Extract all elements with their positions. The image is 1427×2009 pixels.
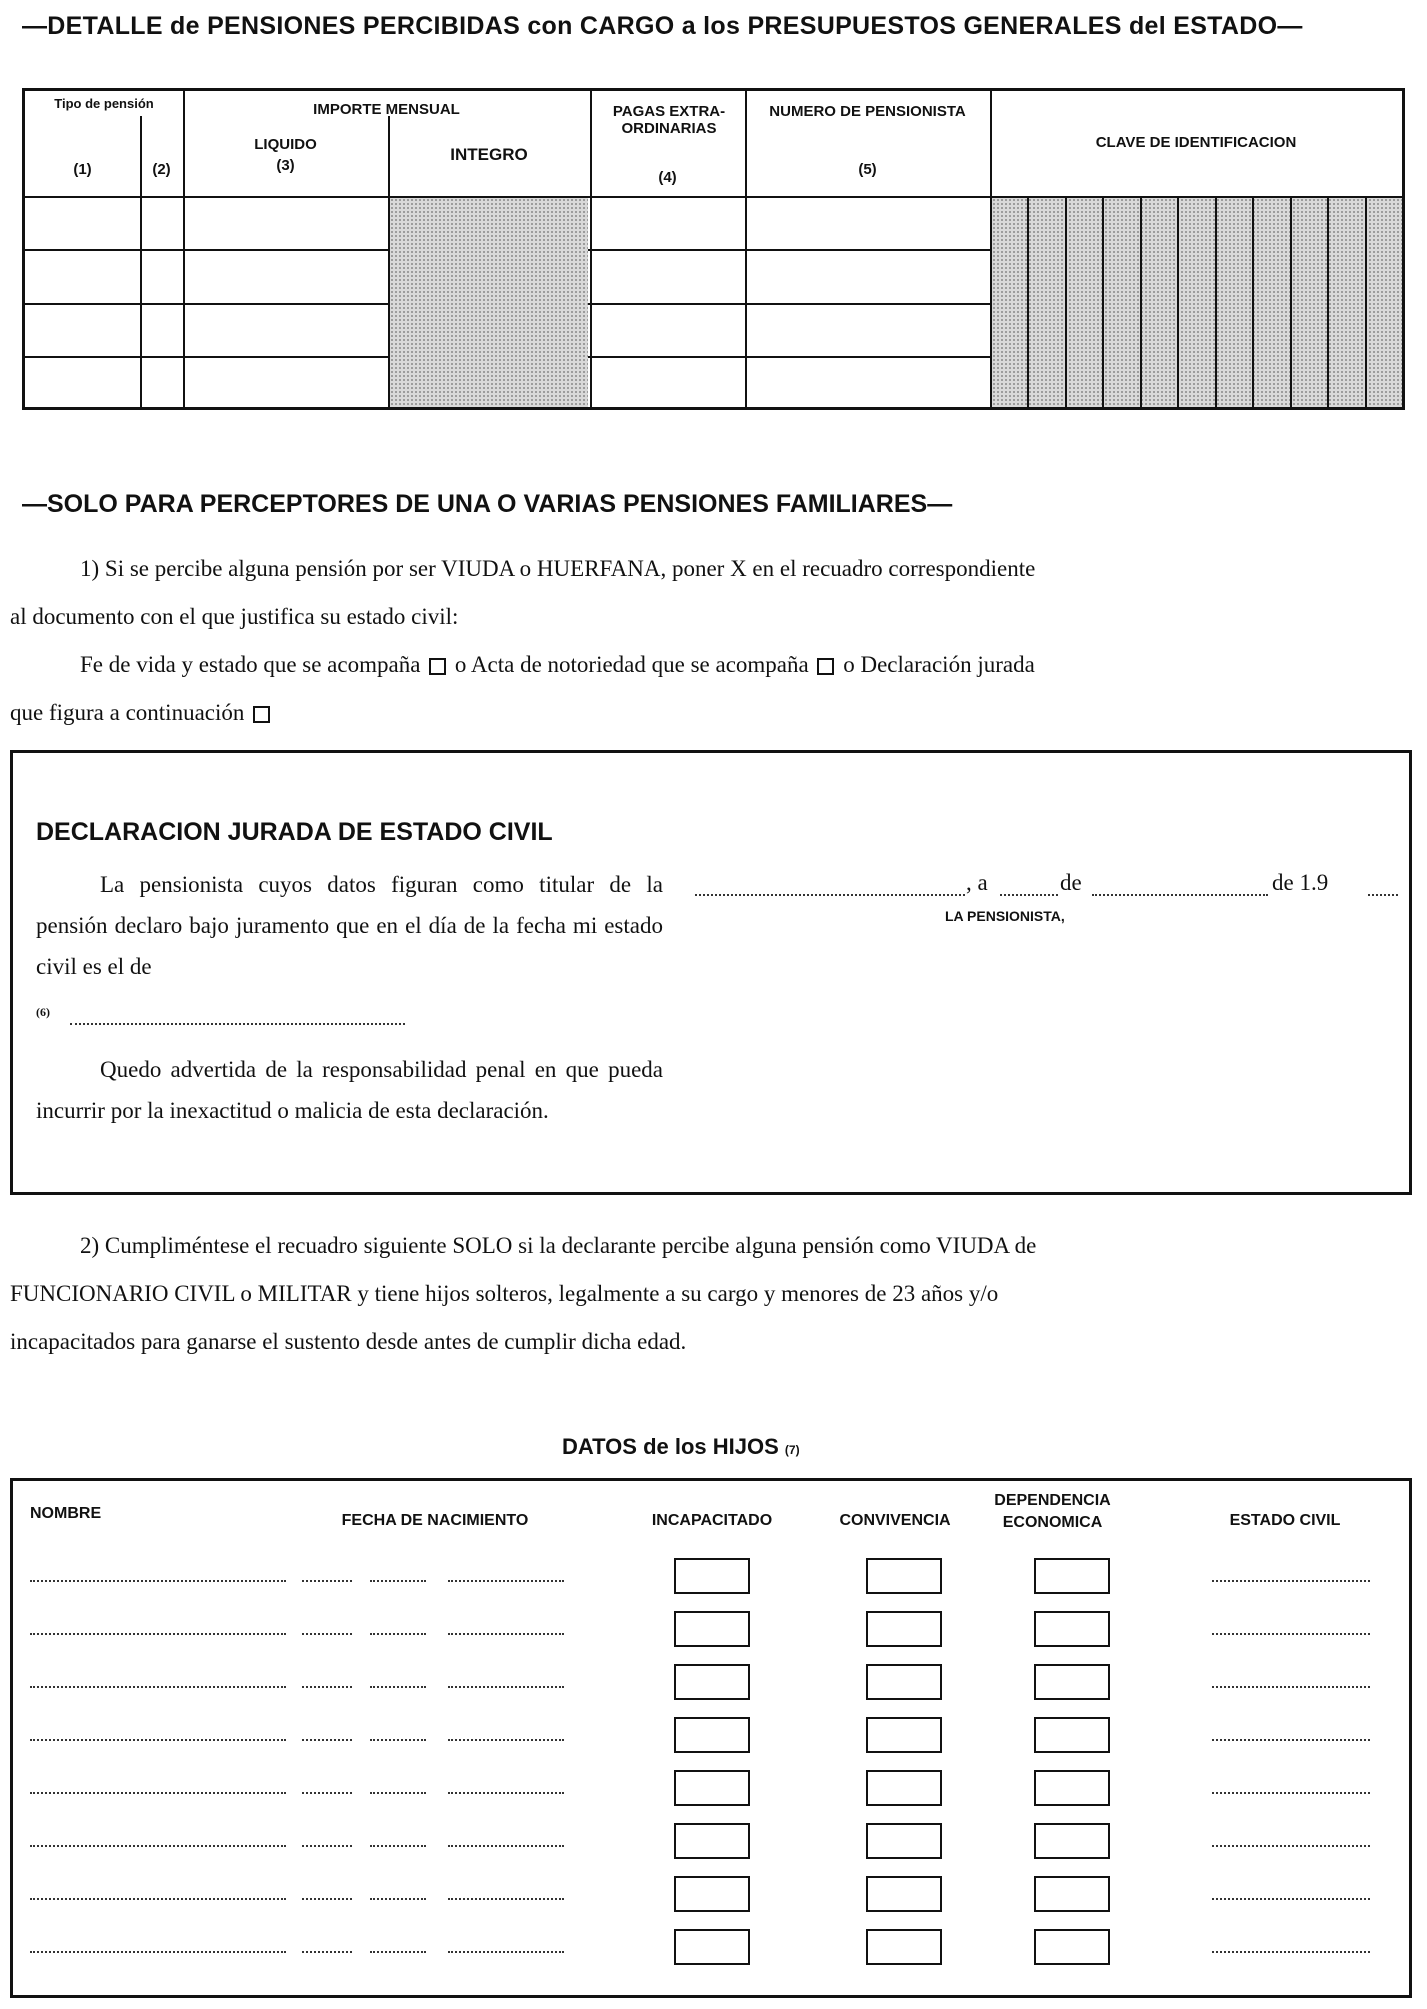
convivencia-checkbox[interactable] <box>866 1611 942 1647</box>
column-incapacitado: INCAPACITADO <box>651 1512 773 1529</box>
nombre-field[interactable] <box>30 1580 286 1582</box>
option-declaracion-jurada-label: o Declaración jurada <box>843 652 1035 677</box>
signature-label: LA PENSIONISTA, <box>945 908 1065 924</box>
column-convivencia: CONVIVENCIA <box>839 1512 951 1529</box>
incapacitado-checkbox[interactable] <box>674 1717 750 1753</box>
convivencia-checkbox[interactable] <box>866 1823 942 1859</box>
clave-cell-divider <box>1065 196 1067 407</box>
header-numero-num: (5) <box>858 161 877 178</box>
birth-day-field[interactable] <box>302 1792 352 1794</box>
integro-shaded-area <box>390 198 588 407</box>
children-data-title-text: DATOS de los HIJOS <box>562 1434 779 1459</box>
pensions-table <box>22 88 1405 410</box>
convivencia-checkbox[interactable] <box>866 1876 942 1912</box>
dependencia-checkbox[interactable] <box>1034 1664 1110 1700</box>
instruction-paragraph-1 <box>10 545 1410 737</box>
header-pagas-num: (4) <box>658 169 677 186</box>
clave-cell-divider <box>1327 196 1329 407</box>
convivencia-checkbox[interactable] <box>866 1664 942 1700</box>
birth-day-field[interactable] <box>302 1845 352 1847</box>
birth-day-field[interactable] <box>302 1898 352 1900</box>
date-de-label-2: de 1.9 <box>1272 870 1329 895</box>
birth-day-field[interactable] <box>302 1951 352 1953</box>
instruction-line: al documento con el que justifica su estado civil: <box>10 604 459 629</box>
column-fecha-nacimiento: FECHA DE NACIMIENTO <box>341 1512 529 1529</box>
column-nombre: NOMBRE <box>30 1505 102 1522</box>
birth-day-field[interactable] <box>302 1686 352 1688</box>
birth-year-field[interactable] <box>448 1580 564 1582</box>
option-acta-notoriedad-label: o Acta de notoriedad que se acompaña <box>454 652 809 677</box>
column-estado-civil: ESTADO CIVIL <box>1229 1512 1341 1529</box>
clave-cell-divider <box>1290 196 1292 407</box>
birth-year-field[interactable] <box>448 1898 564 1900</box>
birth-month-field[interactable] <box>370 1739 426 1741</box>
header-numero-pensionista: NUMERO DE PENSIONISTA <box>769 103 966 120</box>
birth-day-field[interactable] <box>302 1580 352 1582</box>
estado-civil-field[interactable] <box>1212 1580 1370 1582</box>
header-clave-identificacion: CLAVE DE IDENTIFICACION <box>1095 134 1297 151</box>
ref-6: (6) <box>36 1005 50 1019</box>
dependencia-checkbox[interactable] <box>1034 1558 1110 1594</box>
convivencia-checkbox[interactable] <box>866 1929 942 1965</box>
clave-cell-divider <box>1365 196 1367 407</box>
place-field[interactable] <box>695 894 965 896</box>
estado-civil-field[interactable] <box>1212 1686 1370 1688</box>
clave-cell-divider <box>1027 196 1029 407</box>
clave-cell-divider <box>1215 196 1217 407</box>
header-liquido-num: (3) <box>276 157 295 174</box>
instruction-paragraph-2 <box>10 1222 1415 1366</box>
birth-month-field[interactable] <box>370 1951 426 1953</box>
nombre-field[interactable] <box>30 1792 286 1794</box>
divider <box>140 116 142 407</box>
column-dependencia-economica: DEPENDENCIA ECONOMICA <box>994 1492 1111 1531</box>
document-options-line <box>10 689 1410 737</box>
header-col1-num: (1) <box>73 161 92 178</box>
clave-cell-divider <box>1177 196 1179 407</box>
incapacitado-checkbox[interactable] <box>674 1611 750 1647</box>
year-field[interactable] <box>1368 894 1398 896</box>
option-fe-de-vida-checkbox[interactable] <box>429 658 446 675</box>
birth-month-field[interactable] <box>370 1845 426 1847</box>
incapacitado-checkbox[interactable] <box>674 1770 750 1806</box>
estado-civil-field[interactable] <box>1212 1898 1370 1900</box>
date-de-label-1: de <box>1060 870 1082 895</box>
header-importe-mensual: IMPORTE MENSUAL <box>313 101 460 118</box>
birth-year-field[interactable] <box>448 1951 564 1953</box>
birth-year-field[interactable] <box>448 1633 564 1635</box>
incapacitado-checkbox[interactable] <box>674 1823 750 1859</box>
date-a-label: , a <box>966 870 988 895</box>
incapacitado-checkbox[interactable] <box>674 1929 750 1965</box>
convivencia-checkbox[interactable] <box>866 1770 942 1806</box>
pensions-detail-title: —DETALLE de PENSIONES PERCIBIDAS con CARGO a los PRESUPUESTOS GENERALES del ESTADO— <box>22 12 1303 40</box>
option-fe-de-vida-label: Fe de vida y estado que se acompaña <box>80 652 421 677</box>
declaration-text-1: La pensionista cuyos datos figuran como titular de la pensión declaro bajo juramento que en el día de la fecha mi estado civil es el de <box>36 872 663 979</box>
header-pagas-extraordinarias: PAGAS EXTRA-ORDINARIAS <box>612 103 726 137</box>
declaration-text-2: Quedo advertida de la responsabilidad penal en que pueda incurrir por la inexactitud o malicia de esta declaración. <box>36 1057 663 1123</box>
convivencia-checkbox[interactable] <box>866 1558 942 1594</box>
clave-cell-divider <box>1252 196 1254 407</box>
day-field[interactable] <box>1000 894 1058 896</box>
estado-civil-field[interactable] <box>1212 1739 1370 1741</box>
children-data-title <box>562 1434 800 1460</box>
header-liquido: LIQUIDO <box>254 136 317 153</box>
birth-day-field[interactable] <box>302 1739 352 1741</box>
document-options-line <box>10 641 1410 689</box>
birth-month-field[interactable] <box>370 1898 426 1900</box>
sworn-declaration-title: DECLARACION JURADA DE ESTADO CIVIL <box>36 818 553 846</box>
birth-month-field[interactable] <box>370 1580 426 1582</box>
ref-7: (7) <box>784 1443 800 1457</box>
nombre-field[interactable] <box>30 1898 286 1900</box>
header-col2-num: (2) <box>152 161 171 178</box>
estado-civil-field[interactable] <box>1212 1633 1370 1635</box>
nombre-field[interactable] <box>30 1686 286 1688</box>
dependencia-checkbox[interactable] <box>1034 1823 1110 1859</box>
incapacitado-checkbox[interactable] <box>674 1558 750 1594</box>
dependencia-checkbox[interactable] <box>1034 1876 1110 1912</box>
birth-year-field[interactable] <box>448 1739 564 1741</box>
clave-shaded-area <box>992 198 1402 407</box>
birth-day-field[interactable] <box>302 1633 352 1635</box>
estado-civil-field[interactable] <box>1212 1845 1370 1847</box>
birth-year-field[interactable] <box>448 1845 564 1847</box>
instruction-line: incapacitados para ganarse el sustento desde antes de cumplir dicha edad. <box>10 1329 687 1354</box>
birth-month-field[interactable] <box>370 1633 426 1635</box>
estado-civil-field[interactable] <box>1212 1951 1370 1953</box>
month-field[interactable] <box>1092 894 1268 896</box>
clave-cell-divider <box>1140 196 1142 407</box>
birth-month-field[interactable] <box>370 1686 426 1688</box>
dependencia-checkbox[interactable] <box>1034 1929 1110 1965</box>
instruction-line: FUNCIONARIO CIVIL o MILITAR y tiene hijos solteros, legalmente a su cargo y menores de 23 años y/o <box>10 1281 999 1306</box>
dependencia-checkbox[interactable] <box>1034 1770 1110 1806</box>
civil-status-field[interactable] <box>70 1023 405 1025</box>
dependencia-checkbox[interactable] <box>1034 1717 1110 1753</box>
familiar-pensions-title: —SOLO PARA PERCEPTORES DE UNA O VARIAS PENSIONES FAMILIARES— <box>22 490 953 518</box>
birth-year-field[interactable] <box>448 1792 564 1794</box>
clave-cell-divider <box>1102 196 1104 407</box>
option-declaracion-jurada-checkbox[interactable] <box>253 706 270 723</box>
nombre-field[interactable] <box>30 1633 286 1635</box>
birth-year-field[interactable] <box>448 1686 564 1688</box>
birth-month-field[interactable] <box>370 1792 426 1794</box>
instruction-line: 2) Cumpliméntese el recuadro siguiente SOLO si la declarante percibe alguna pensión como VIUDA de <box>80 1233 1037 1258</box>
convivencia-checkbox[interactable] <box>866 1717 942 1753</box>
nombre-field[interactable] <box>30 1951 286 1953</box>
header-integro: INTEGRO <box>450 145 528 164</box>
estado-civil-field[interactable] <box>1212 1792 1370 1794</box>
dependencia-checkbox[interactable] <box>1034 1611 1110 1647</box>
incapacitado-checkbox[interactable] <box>674 1664 750 1700</box>
option-acta-notoriedad-checkbox[interactable] <box>817 658 834 675</box>
header-tipo-pension: Tipo de pensión <box>54 96 154 111</box>
instruction-line: 1) Si se percibe alguna pensión por ser VIUDA o HUERFANA, poner X en el recuadro correspondiente <box>80 556 1036 581</box>
option-declaracion-jurada-label-cont: que figura a continuación <box>10 700 245 725</box>
nombre-field[interactable] <box>30 1739 286 1741</box>
nombre-field[interactable] <box>30 1845 286 1847</box>
incapacitado-checkbox[interactable] <box>674 1876 750 1912</box>
